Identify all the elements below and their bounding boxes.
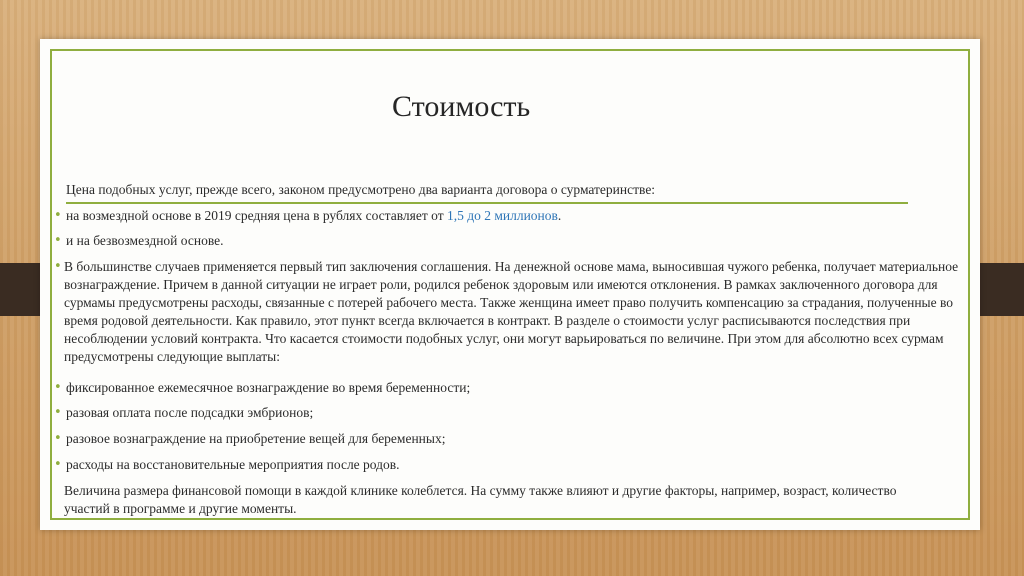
closing-paragraph: Величина размера финансовой помощи в каждой клинике колеблется. На сумму также влияют и другие факторы, например, возраст, количество участий в программе и другие моменты. bbox=[64, 483, 897, 516]
payment-item: разовая оплата после подсадки эмбрионов; bbox=[66, 405, 314, 420]
slide-title: Стоимость bbox=[392, 90, 531, 123]
bullet-icon: • bbox=[54, 233, 62, 248]
option-paid-text: на возмездной основе в 2019 средняя цена в рублях составляет от bbox=[66, 208, 447, 223]
main-paragraph: В большинстве случаев применяется первый тип заключения соглашения. На денежной основе мама, выносившая чужого ребенка, получает материальное вознаграждение. Причем в данной ситуации не играет роли, родился ребенок здоровым или имеются отклонения. В рамках заключенного договора для сурмамы предусмотрены расходы, связанные с потерей рабочего места. Также женщина имеет право получить компенсацию за страдания, полученные во время родовой деятельности. Как правило, этот пункт всегда включается в контракт. В разделе о стоимости услуг расписываются последствия при несоблюдении условий контракта. Что касается стоимости подобных услуг, они могут варьироваться по величине. При этом для абсолютно всех сурмам предусмотрены следующие выплаты: bbox=[64, 259, 959, 364]
bullet-icon: • bbox=[54, 405, 62, 420]
payment-item: разовое вознаграждение на приобретение вещей для беременных; bbox=[66, 431, 446, 446]
bullet-icon: • bbox=[54, 380, 62, 395]
payment-item: расходы на восстановительные мероприятия после родов. bbox=[66, 457, 400, 472]
option-free: и на безвозмездной основе. bbox=[66, 233, 224, 248]
payment-item: фиксированное ежемесячное вознаграждение во время беременности; bbox=[66, 380, 471, 395]
option-paid-amount: 1,5 до 2 миллионов bbox=[446, 208, 558, 223]
bullet-icon: • bbox=[54, 259, 62, 274]
title-rule bbox=[66, 202, 908, 204]
bullet-icon: • bbox=[54, 457, 62, 472]
option-paid-suffix: . bbox=[557, 208, 562, 223]
bullet-icon: • bbox=[54, 208, 62, 223]
option-paid bbox=[66, 207, 916, 225]
bullet-icon: • bbox=[54, 431, 62, 446]
intro-text: Цена подобных услуг, прежде всего, законом предусмотрено два варианта договора о сурматеринстве: bbox=[66, 182, 656, 197]
